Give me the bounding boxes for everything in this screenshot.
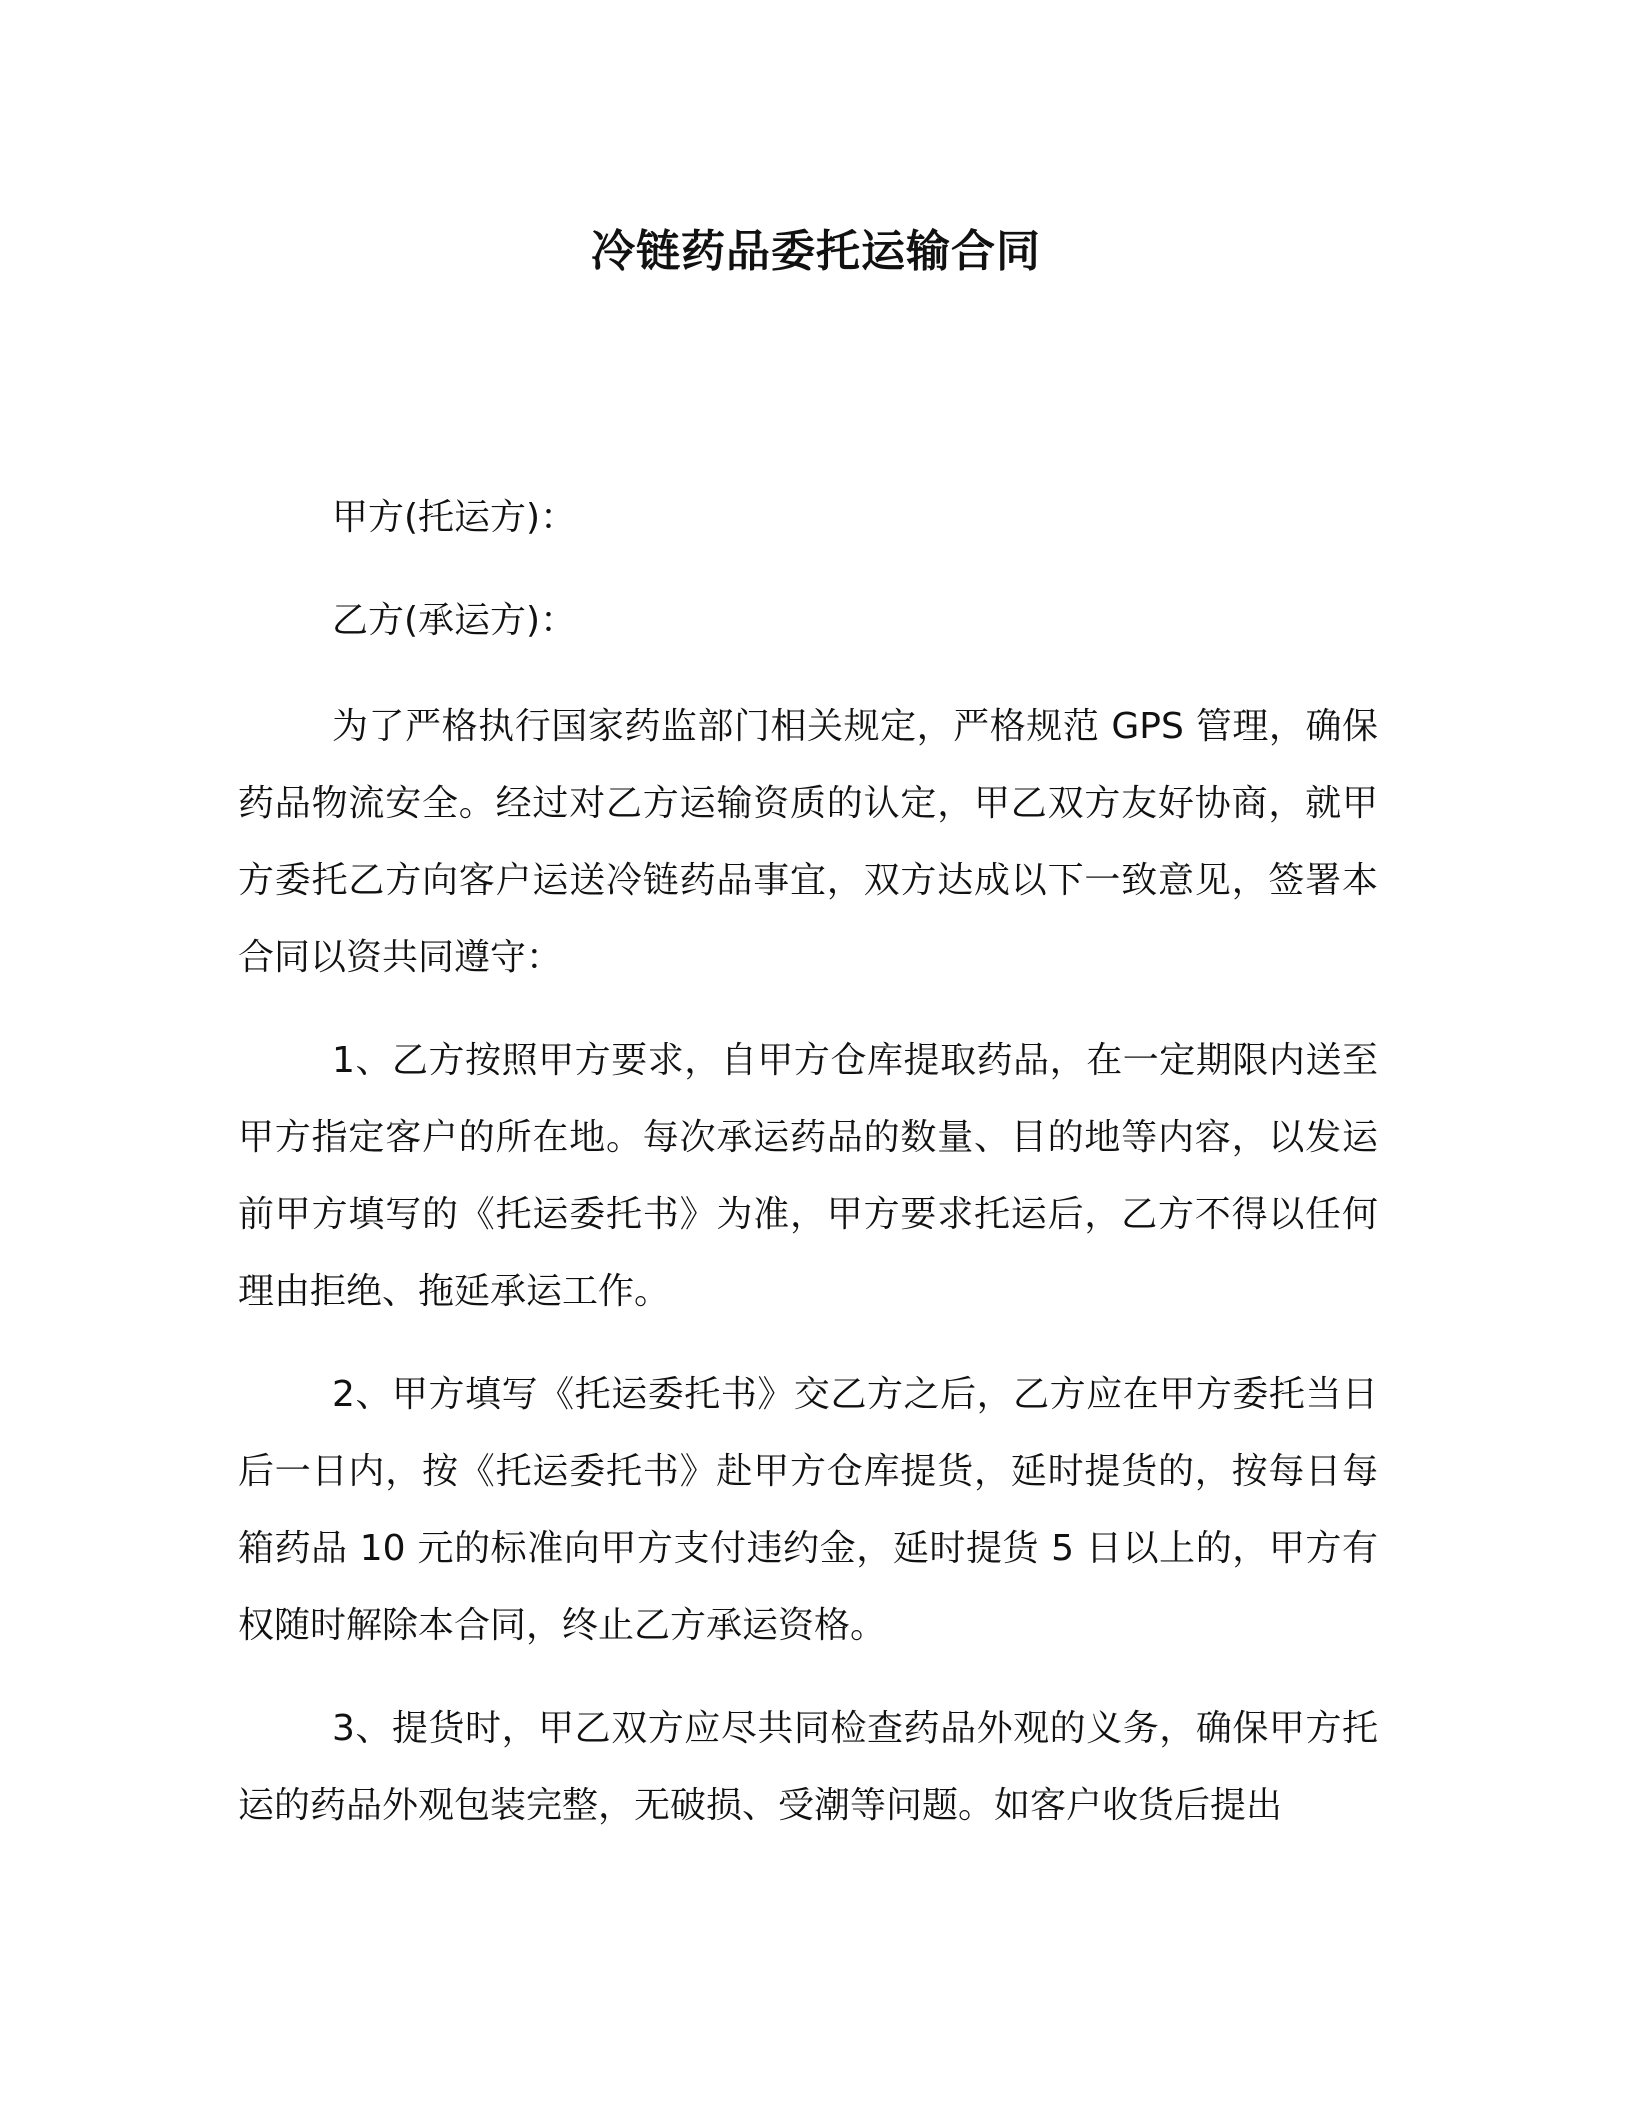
party-b-label: 乙方(承运方)： [332, 600, 577, 641]
paragraph-clause-1: 1、乙方按照甲方要求，自甲方仓库提取药品，在一定期限内送至甲方指定客户的所在地。每次承运药品的数量、目的地等内容，以发运前甲方填写的《托运委托书》为准，甲方要求托运后，乙方不得以任何理由拒绝、拖延承运工作。 [238, 1040, 1378, 1312]
paragraph-clause-3: 3、提货时，甲乙双方应尽共同检查药品外观的义务，确保甲方托运的药品外观包装完整，无破损、受潮等问题。如客户收货后提出 [238, 1708, 1378, 1826]
paragraph-clause-2: 2、甲方填写《托运委托书》交乙方之后，乙方应在甲方委托当日后一日内，按《托运委托书》赴甲方仓库提货，延时提货的，按每日每箱药品 10 元的标准向甲方支付违约金，延时提货 5 日以上的，甲方有权随时解除本合同，终止乙方承运资格。 [238, 1374, 1378, 1646]
contract-title: 冷链药品委托运输合同 [591, 226, 1041, 277]
party-a-label: 甲方(托运方)： [332, 497, 577, 538]
paragraph-preamble: 为了严格执行国家药监部门相关规定，严格规范 GPS 管理，确保药品物流安全。经过对乙方运输资质的认定，甲乙双方友好协商，就甲方委托乙方向客户运送冷链药品事宜，双方达成以下一致意见，签署本合同以资共同遵守： [238, 706, 1378, 978]
